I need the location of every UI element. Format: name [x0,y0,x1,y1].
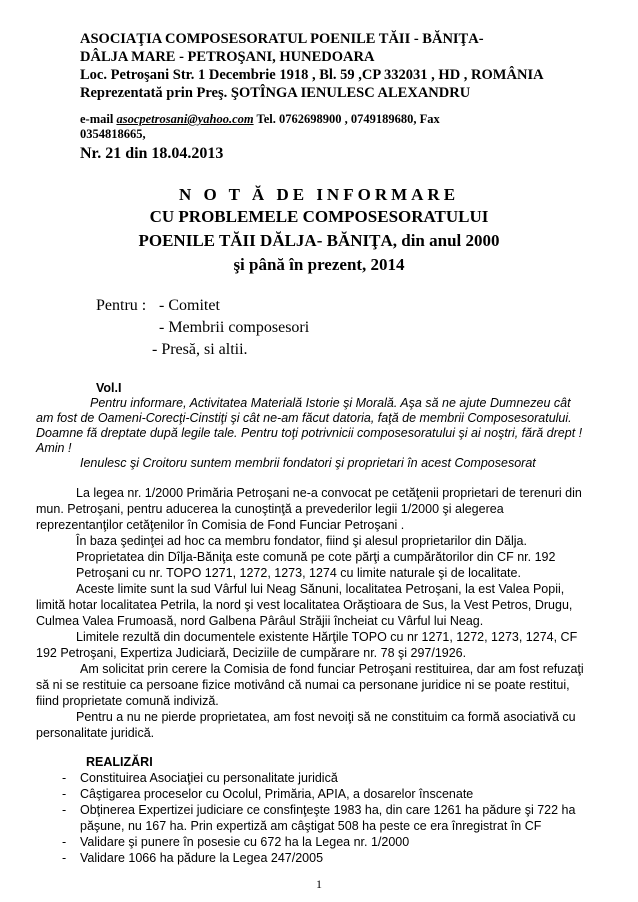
bullet-dash: - [62,803,67,817]
body-line: Limitele rezultă din documentele existente Hărţile TOPO cu nr 1271, 1272, 1273, 1274, CF [76,630,578,644]
org-name-line2: DÂLJA MARE - PETROŞANI, HUNEDOARA [80,49,375,65]
body-line: Proprietatea din Dîlja-Băniţa este comună pe cote părţi a cumpărătorilor din CF nr. 192 [76,550,556,564]
phone-numbers: Tel. 0762698900 , 0749189680, Fax [256,112,440,126]
list-item: Câştigarea proceselor cu Ocolul, Primăria, APIA, a dosarelor înscenate [80,787,474,801]
bullet-dash: - [62,851,67,865]
founders-note: Ienulesc şi Croitoru suntem membrii fondatori şi proprietari în acest Composesorat [80,456,536,470]
body-line: Pentru a nu ne pierde proprietatea, am fost nevoiţi să ne constituim ca formă asociativă cu [76,710,576,724]
recipients-label: Pentru : [96,297,147,314]
body-line: În baza şedinţei ad hoc ca membru fondator, fiind şi alesul proprietarilor din Dălja. [76,534,527,548]
document-number: Nr. 21 din 18.04.2013 [80,145,224,162]
bullet-dash: - [62,771,67,785]
recipient-members: - Membrii composesori [159,319,310,336]
recipient-press: - Presă, si altii. [152,341,248,358]
volume-heading: Vol.I [96,381,122,395]
body-line: fiind proprietate comună indiviză. [36,694,219,708]
doc-title-line1: N O T Ă DE INFORMARE [178,185,460,204]
list-item: Obţinerea Expertizei judiciare ce consfinţeşte 1983 ha, din care 1261 ha pădure şi 722 ha [80,803,576,817]
body-line: personalitate juridică. [36,726,155,740]
body-line: să ni se restituie ca persoane fizice motivând că numai ca personane juridice ni se poate restitui, [36,678,570,692]
doc-title-line4: şi până în prezent, 2014 [233,255,405,274]
body-line: mun. Petroşani, pentru aducerea la cunoştinţă a prevederilor legii 1/2000 şi alegerea [36,502,504,516]
body-line: Culmea Valea Frumoasă, nord Galbena Pârâul Străjii încheiat cu Vârful lui Neag. [36,614,484,628]
body-line: Am solicitat prin cerere la Comisia de fond funciar Petroşani restituirea, dar am fost refuzaţi [80,662,584,676]
intro-line1: Pentru informare, Activitatea Materială Istorie şi Morală. Aşa să ne ajute Dumnezeu cât [90,396,571,410]
list-item: Constituirea Asociaţiei cu personalitate juridică [80,771,338,785]
body-line: La legea nr. 1/2000 Primăria Petroşani ne-a convocat pe cetăţenii proprietari de terenuri din [76,486,582,500]
bullet-dash: - [62,787,67,801]
email-link[interactable]: asocpetrosani@yahoo.com [116,112,254,126]
list-item: Validare 1066 ha pădure la Legea 247/2005 [80,851,324,865]
doc-title-line3: POENILE TĂII DĂLJA- BĂNIŢA, din anul 2000 [138,231,500,250]
doc-title-line2: CU PROBLEMELE COMPOSESORATULUI [149,207,489,226]
body-line: reprezentanţilor cetăţenilor în Comisia de Fond Funciar Petroşani . [36,518,405,532]
list-item: Validare şi punere în posesie cu 672 ha la Legea nr. 1/2000 [80,835,410,849]
org-name-line1: ASOCIAŢIA COMPOSESORATUL POENILE TĂII - BĂNIŢA- [80,31,484,47]
email-label: e-mail [80,112,114,126]
body-line: Aceste limite sunt la sud Vârful lui Neag Sănuni, localitatea Petroşani, la est Valea Popii, [76,582,565,596]
body-line: Petroşani cu nr. TOPO 1271, 1272, 1273, 1274 cu limite naturale şi de localitate. [76,566,521,580]
intro-line2: am fost de Oameni-Corecţi-Cinstiţi şi cât ne-am făcut datoria, faţă de membrii Composesoratului. [36,411,572,425]
intro-line4: Amin ! [36,441,72,455]
fax-number: 0354818665, [80,127,146,141]
intro-line3: Doamne fă dreptate după legile tale. Pentru toţi potrivnicii composesoratului şi ai noştri, fără drept ! [36,426,583,440]
org-address: Loc. Petroşani Str. 1 Decembrie 1918 , Bl. 59 ,CP 332031 , HD , ROMÂNIA [80,67,544,83]
achievements-heading: REALIZĂRI [86,755,153,769]
bullet-dash: - [62,835,67,849]
org-representative: Reprezentată prin Preş. ŞOTÎNGA IENULESC ALEXANDRU [80,85,471,101]
body-line: 192 Petroşani, Expertiza Judiciară, Deciziile de cumpărare nr. 78 şi 297/1926. [36,646,467,660]
page-number: 1 [316,877,322,891]
body-line: limită hotar localitatea Petrila, la nord şi vest localitatea Orăştioara de Sus, la Vest Petros, Drugu, [36,598,573,612]
list-item-continuation: păşune, nu 167 ha. Prin expertiză am câştigat 508 ha peste ce era înregistrat în CF [80,819,542,833]
contact-line [80,112,440,127]
recipient-committee: - Comitet [159,297,220,314]
